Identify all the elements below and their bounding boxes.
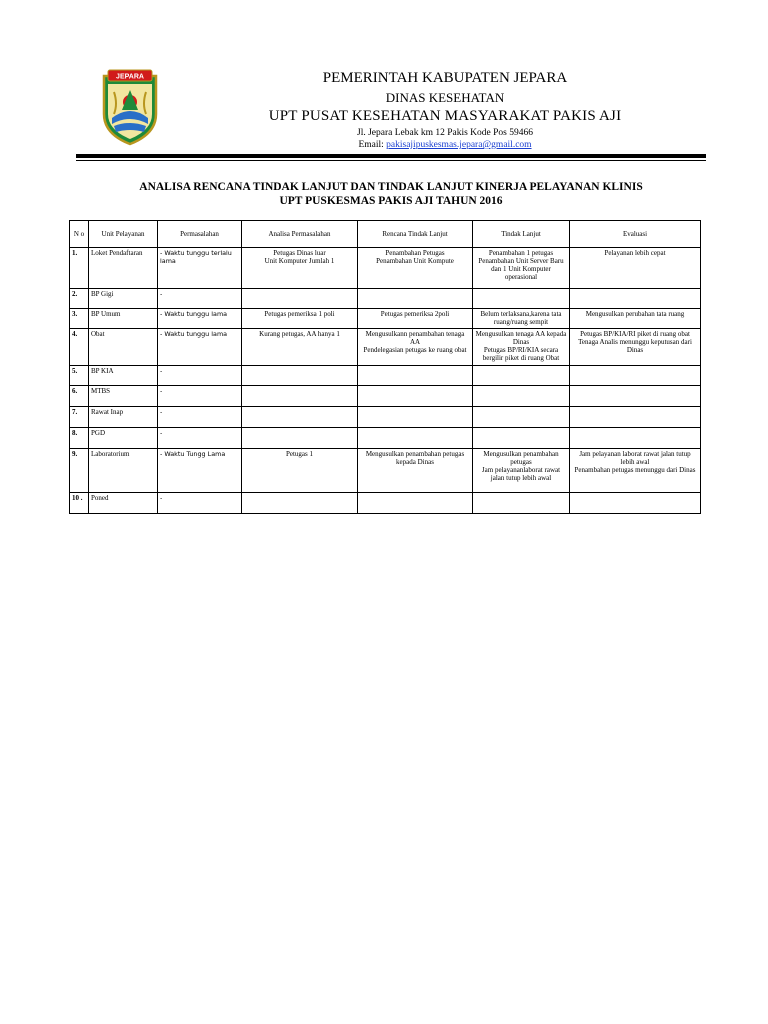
table-row — [70, 309, 701, 329]
header-divider-thin — [76, 160, 706, 161]
cell-evaluasi — [570, 366, 701, 386]
cell-no: 8. — [70, 428, 89, 449]
header-divider-thick — [76, 154, 706, 158]
header-rencana: Rencana Tindak Lanjut — [358, 221, 473, 248]
header-department: DINAS KESEHATAN — [385, 90, 505, 105]
cell-masalah: - — [158, 407, 242, 428]
header-institution: UPT PUSAT KESEHATAN MASYARAKAT PAKIS AJI — [268, 108, 622, 124]
cell-masalah: - Waktu Tungg Lama — [158, 449, 242, 493]
email-link[interactable]: pakisajipuskesmas.jepara@gmail.com — [386, 140, 532, 150]
table-row — [70, 289, 701, 309]
cell-evaluasi: Petugas BP/KIA/RI piket di ruang obat Tenaga Analis menunggu keputusan dari Dinas — [570, 329, 701, 366]
header-no: N o — [70, 221, 89, 248]
cell-tindak — [473, 407, 570, 428]
cell-masalah: - Waktu tunggu lama — [158, 309, 242, 329]
cell-masalah: - — [158, 428, 242, 449]
cell-unit: Poned — [89, 493, 158, 514]
cell-unit: BP Umum — [89, 309, 158, 329]
cell-analisa — [242, 366, 358, 386]
logo-text: JEPARA — [116, 73, 144, 81]
cell-evaluasi: Pelayanan lebih cepat — [570, 248, 701, 289]
cell-unit: PGD — [89, 428, 158, 449]
email-label: Email: — [358, 140, 387, 150]
cell-evaluasi: Jam pelayanan laborat rawat jalan tutup lebih awal Penambahan petugas menunggu dari Dinas — [570, 449, 701, 493]
cell-analisa — [242, 428, 358, 449]
cell-analisa: Petugas 1 — [242, 449, 358, 493]
cell-analisa — [242, 407, 358, 428]
cell-no: 2. — [70, 289, 89, 309]
cell-masalah: - — [158, 289, 242, 309]
header-unit: Unit Pelayanan — [89, 221, 158, 248]
cell-masalah: - — [158, 386, 242, 407]
cell-unit: MTBS — [89, 386, 158, 407]
cell-rencana: Mengusulkan penambahan petugas kepada Dinas — [358, 449, 473, 493]
cell-rencana — [358, 386, 473, 407]
cell-rencana: Petugas pemeriksa 2poli — [358, 309, 473, 329]
cell-analisa — [242, 493, 358, 514]
cell-rencana — [358, 366, 473, 386]
cell-rencana: Mengusulkann penambahan tenaga AA Pendelegasian petugas ke ruang obat — [358, 329, 473, 366]
cell-masalah: - Waktu tunggu lama — [158, 329, 242, 366]
header-government: PEMERINTAH KABUPATEN JEPARA — [322, 70, 568, 86]
cell-tindak: Belum terlaksana,karena tata ruang/ruang sempit — [473, 309, 570, 329]
cell-no: 3. — [70, 309, 89, 329]
cell-masalah: - — [158, 493, 242, 514]
cell-analisa — [242, 289, 358, 309]
table-row — [70, 407, 701, 428]
cell-evaluasi — [570, 428, 701, 449]
header-tindak: Tindak Lanjut — [473, 221, 570, 248]
cell-no: 9. — [70, 449, 89, 493]
cell-no: 1. — [70, 248, 89, 289]
cell-rencana — [358, 289, 473, 309]
cell-unit: BP KIA — [89, 366, 158, 386]
header-evaluasi: Evaluasi — [570, 221, 701, 248]
cell-no: 7. — [70, 407, 89, 428]
document-title: ANALISA RENCANA TINDAK LANJUT DAN TINDAK LANJUT KINERJA PELAYANAN KLINIS — [139, 181, 643, 193]
header-analisa: Analisa Permasalahan — [242, 221, 358, 248]
cell-evaluasi — [570, 289, 701, 309]
cell-tindak: Penambahan 1 petugas Penambahan Unit Server Baru dan 1 Unit Komputer operasional — [473, 248, 570, 289]
cell-no: 6. — [70, 386, 89, 407]
table-row — [70, 248, 701, 289]
cell-tindak: Mengusulkan penambahan petugas Jam pelayananlaborat rawat jalan tutup lebih awal — [473, 449, 570, 493]
cell-rencana — [358, 428, 473, 449]
cell-tindak — [473, 493, 570, 514]
cell-evaluasi — [570, 386, 701, 407]
cell-evaluasi: Mengusulkan perubahan tata ruang — [570, 309, 701, 329]
cell-no: 10 . — [70, 493, 89, 514]
cell-no: 4. — [70, 329, 89, 366]
table-body — [70, 248, 701, 514]
cell-masalah: - Waktu tunggu terlalu lama — [158, 248, 242, 289]
cell-tindak — [473, 428, 570, 449]
table-row — [70, 449, 701, 493]
cell-unit: Rawat Inap — [89, 407, 158, 428]
table-row — [70, 493, 701, 514]
cell-evaluasi — [570, 407, 701, 428]
cell-analisa: Petugas Dinas luar Unit Komputer Jumlah 1 — [242, 248, 358, 289]
header-email-line — [200, 140, 690, 150]
cell-tindak: Mengusulkan tenaga AA kepada Dinas Petugas BP/RI/KIA secara bergilir piket di ruang Obat — [473, 329, 570, 366]
cell-masalah: - — [158, 366, 242, 386]
cell-analisa — [242, 386, 358, 407]
analysis-table — [69, 220, 701, 514]
cell-unit: Laboratorium — [89, 449, 158, 493]
header-masalah: Permasalahan — [158, 221, 242, 248]
table-header-row — [70, 221, 701, 248]
cell-rencana: Penambahan Petugas Penambahan Unit Kompute — [358, 248, 473, 289]
cell-evaluasi — [570, 493, 701, 514]
cell-unit: Obat — [89, 329, 158, 366]
table-row — [70, 366, 701, 386]
cell-tindak — [473, 386, 570, 407]
jepara-regency-logo — [100, 68, 160, 146]
header-address: Jl. Jepara Lebak km 12 Pakis Kode Pos 59466 — [357, 128, 533, 138]
table-row — [70, 428, 701, 449]
table-row — [70, 386, 701, 407]
cell-analisa: Petugas pemeriksa 1 poli — [242, 309, 358, 329]
cell-tindak — [473, 289, 570, 309]
cell-rencana — [358, 493, 473, 514]
cell-no: 5. — [70, 366, 89, 386]
cell-rencana — [358, 407, 473, 428]
table-row — [70, 329, 701, 366]
document-subtitle: UPT PUSKESMAS PAKIS AJI TAHUN 2016 — [279, 195, 503, 207]
cell-tindak — [473, 366, 570, 386]
cell-unit: Loket Pendaftaran — [89, 248, 158, 289]
cell-analisa: Kurang petugas, AA hanya 1 — [242, 329, 358, 366]
cell-unit: BP Gigi — [89, 289, 158, 309]
